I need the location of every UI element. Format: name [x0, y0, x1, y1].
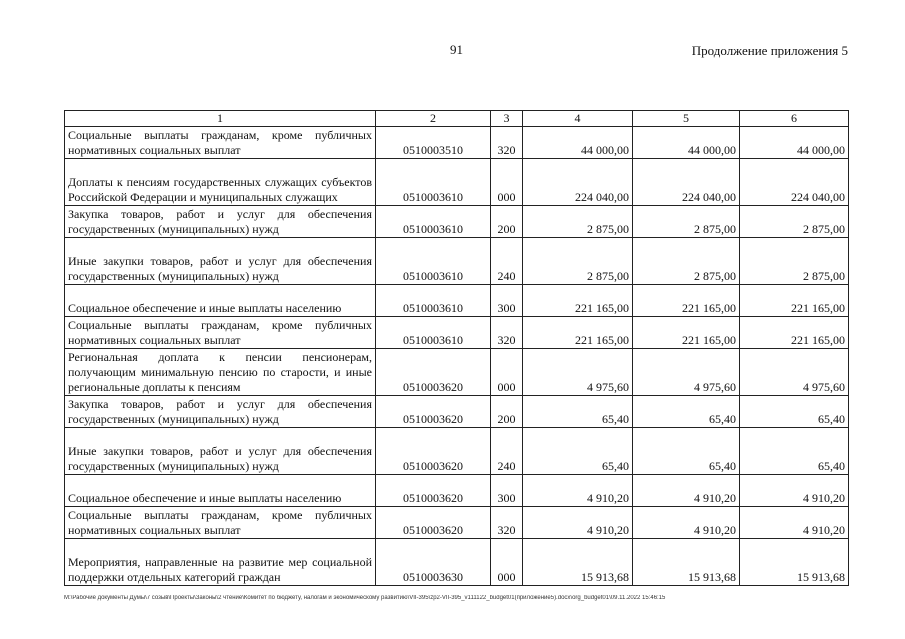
- cell-v4: 224 040,00: [523, 159, 633, 206]
- cell-name: Региональная доплата к пенсии пенсионерам, получающим минимальную пенсию по старости, и иные региональные доплаты к пенсиям: [65, 349, 376, 396]
- column-header: 1: [65, 111, 376, 127]
- cell-v5: 15 913,68: [633, 539, 740, 586]
- cell-name: Иные закупки товаров, работ и услуг для обеспечения государственных (муниципальных) нужд: [65, 428, 376, 475]
- cell-v4: 2 875,00: [523, 238, 633, 285]
- cell-code: 0510003620: [376, 507, 491, 539]
- table-row: [65, 206, 849, 238]
- cell-type: 320: [491, 127, 523, 159]
- cell-name: Социальное обеспечение и иные выплаты населению: [65, 285, 376, 317]
- cell-code: 0510003630: [376, 539, 491, 586]
- cell-code: 0510003620: [376, 428, 491, 475]
- file-path-footer: M:\Рабочие документы Думы\7 созыв\Проекты\Законы\2 чтение\Комитет по бюджету, налогам и экономическому развитию\VII-395\zp2-VII-395_v111122_budget01(приложение5).docx\org_budget01\09.11.2022 15:46:15: [64, 595, 666, 601]
- budget-table: [64, 110, 849, 586]
- cell-code: 0510003610: [376, 285, 491, 317]
- cell-type: 320: [491, 317, 523, 349]
- table-row: [65, 475, 849, 507]
- cell-code: 0510003610: [376, 159, 491, 206]
- cell-v5: 2 875,00: [633, 238, 740, 285]
- table-body: [65, 127, 849, 586]
- table-row: [65, 159, 849, 206]
- cell-type: 320: [491, 507, 523, 539]
- cell-code: 0510003620: [376, 396, 491, 428]
- continuation-label: Продолжение приложения 5: [691, 43, 848, 58]
- table-row: [65, 349, 849, 396]
- cell-type: 300: [491, 475, 523, 507]
- cell-type: 240: [491, 428, 523, 475]
- column-header: 4: [523, 111, 633, 127]
- cell-name: Социальное обеспечение и иные выплаты населению: [65, 475, 376, 507]
- cell-name: Доплаты к пенсиям государственных служащих субъектов Российской Федерации и муниципальных служащих: [65, 159, 376, 206]
- cell-type: 200: [491, 396, 523, 428]
- cell-v4: 44 000,00: [523, 127, 633, 159]
- cell-name: Закупка товаров, работ и услуг для обеспечения государственных (муниципальных) нужд: [65, 206, 376, 238]
- cell-v5: 224 040,00: [633, 159, 740, 206]
- cell-v5: 221 165,00: [633, 285, 740, 317]
- table-row: [65, 317, 849, 349]
- cell-v4: 2 875,00: [523, 206, 633, 238]
- table-row: [65, 127, 849, 159]
- table-row: [65, 507, 849, 539]
- cell-v5: 4 910,20: [633, 507, 740, 539]
- cell-v4: 4 910,20: [523, 507, 633, 539]
- column-header: 3: [491, 111, 523, 127]
- cell-v6: 221 165,00: [740, 317, 849, 349]
- cell-name: Социальные выплаты гражданам, кроме публичных нормативных социальных выплат: [65, 127, 376, 159]
- cell-v6: 65,40: [740, 396, 849, 428]
- cell-v6: 65,40: [740, 428, 849, 475]
- cell-code: 0510003620: [376, 349, 491, 396]
- cell-v5: 221 165,00: [633, 317, 740, 349]
- table-row: [65, 285, 849, 317]
- cell-v6: 44 000,00: [740, 127, 849, 159]
- table-row: [65, 396, 849, 428]
- cell-v5: 2 875,00: [633, 206, 740, 238]
- cell-v6: 4 910,20: [740, 475, 849, 507]
- cell-v6: 224 040,00: [740, 159, 849, 206]
- cell-v5: 44 000,00: [633, 127, 740, 159]
- table-row: [65, 539, 849, 586]
- cell-code: 0510003610: [376, 317, 491, 349]
- cell-type: 000: [491, 349, 523, 396]
- cell-v6: 2 875,00: [740, 206, 849, 238]
- cell-v4: 65,40: [523, 428, 633, 475]
- cell-v6: 15 913,68: [740, 539, 849, 586]
- cell-v4: 15 913,68: [523, 539, 633, 586]
- column-header: 6: [740, 111, 849, 127]
- cell-v4: 65,40: [523, 396, 633, 428]
- cell-name: Закупка товаров, работ и услуг для обеспечения государственных (муниципальных) нужд: [65, 396, 376, 428]
- cell-v5: 65,40: [633, 428, 740, 475]
- cell-type: 000: [491, 159, 523, 206]
- cell-name: Мероприятия, направленные на развитие мер социальной поддержки отдельных категорий граждан: [65, 539, 376, 586]
- table-row: [65, 238, 849, 285]
- page-number: 91: [450, 42, 463, 57]
- cell-v6: 4 910,20: [740, 507, 849, 539]
- table-header-row: [65, 111, 849, 127]
- cell-type: 000: [491, 539, 523, 586]
- cell-name: Социальные выплаты гражданам, кроме публичных нормативных социальных выплат: [65, 317, 376, 349]
- cell-v5: 4 975,60: [633, 349, 740, 396]
- cell-v5: 4 910,20: [633, 475, 740, 507]
- cell-code: 0510003610: [376, 206, 491, 238]
- cell-v6: 221 165,00: [740, 285, 849, 317]
- cell-type: 300: [491, 285, 523, 317]
- cell-type: 240: [491, 238, 523, 285]
- cell-v4: 4 975,60: [523, 349, 633, 396]
- cell-v4: 221 165,00: [523, 317, 633, 349]
- cell-v4: 4 910,20: [523, 475, 633, 507]
- cell-code: 0510003610: [376, 238, 491, 285]
- cell-v5: 65,40: [633, 396, 740, 428]
- table-row: [65, 428, 849, 475]
- cell-v4: 221 165,00: [523, 285, 633, 317]
- column-header: 2: [376, 111, 491, 127]
- cell-code: 0510003620: [376, 475, 491, 507]
- cell-name: Социальные выплаты гражданам, кроме публичных нормативных социальных выплат: [65, 507, 376, 539]
- cell-v6: 2 875,00: [740, 238, 849, 285]
- cell-v6: 4 975,60: [740, 349, 849, 396]
- cell-type: 200: [491, 206, 523, 238]
- cell-code: 0510003510: [376, 127, 491, 159]
- column-header: 5: [633, 111, 740, 127]
- cell-name: Иные закупки товаров, работ и услуг для обеспечения государственных (муниципальных) нужд: [65, 238, 376, 285]
